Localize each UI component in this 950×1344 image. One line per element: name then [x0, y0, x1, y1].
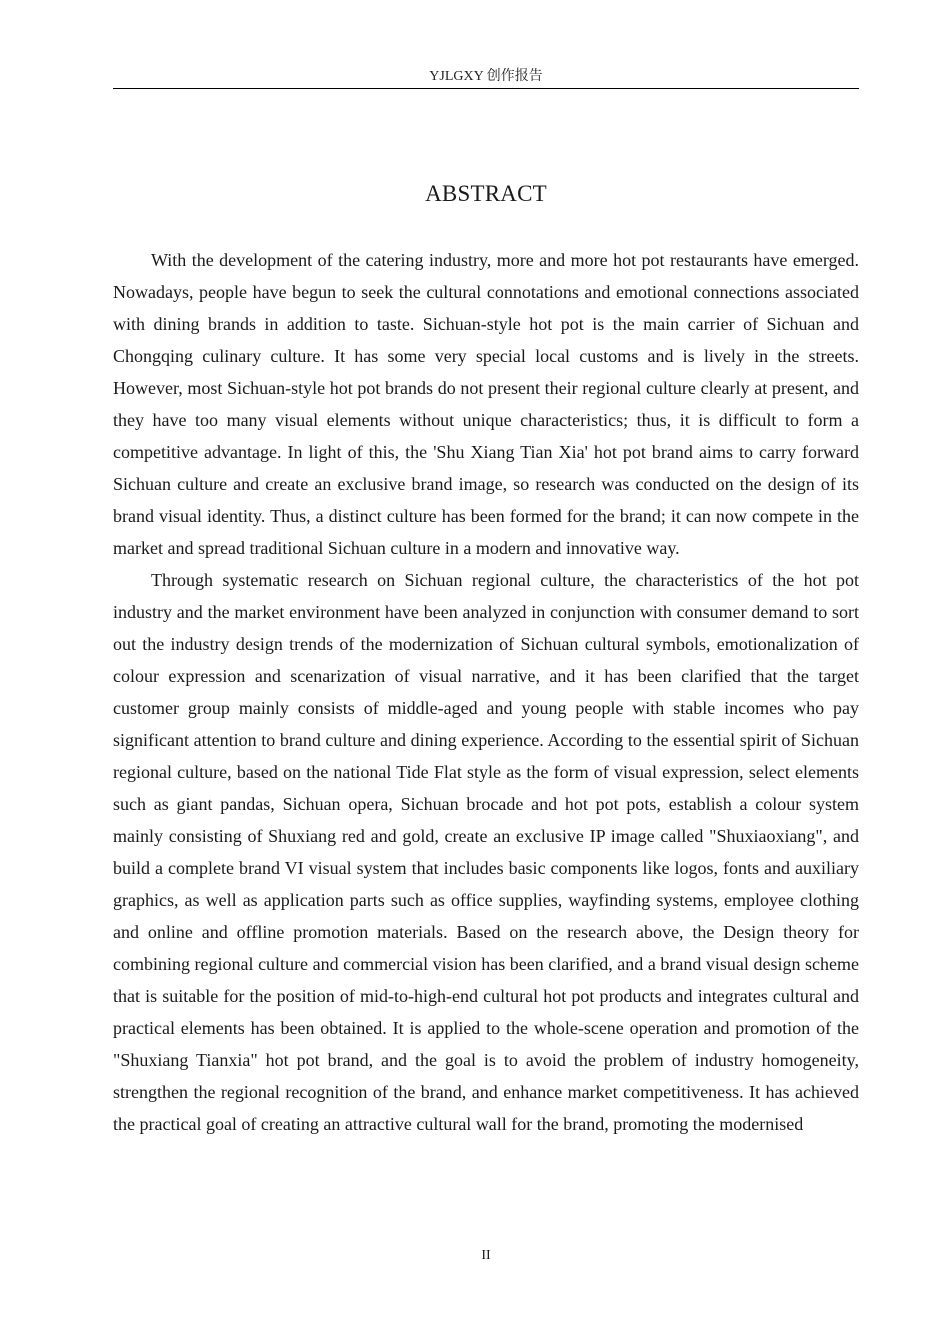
- abstract-title: ABSTRACT: [425, 181, 547, 206]
- abstract-paragraph-2: Through systematic research on Sichuan regional culture, the characteristics of the hot pot industry and the market environment have been analyzed in conjunction with consumer demand to sort out the industry design trends of the modernization of Sichuan cultural symbols, emotionalization of colour expression and scenarization of visual narrative, and it has been clarified that the target customer group mainly consists of middle-aged and young people with stable incomes who pay significant attention to brand culture and dining experience. According to the essential spirit of Sichuan regional culture, based on the national Tide Flat style as the form of visual expression, select elements such as giant pandas, Sichuan opera, Sichuan brocade and hot pot pots, establish a colour system mainly consisting of Shuxiang red and gold, create an exclusive IP image called "Shuxiaoxiang", and build a complete brand VI visual system that includes basic components like logos, fonts and auxiliary graphics, as well as application parts such as office supplies, wayfinding systems, employee clothing and online and offline promotion materials. Based on the research above, the Design theory for combining regional culture and commercial vision has been clarified, and a brand visual design scheme that is suitable for the position of mid-to-high-end cultural hot pot products and integrates cultural and practical elements has been obtained. It is applied to the whole-scene operation and promotion of the "Shuxiang Tianxia" hot pot brand, and the goal is to avoid the problem of industry homogeneity, strengthen the regional recognition of the brand, and enhance market competitiveness. It has achieved the practical goal of creating an attractive cultural wall for the brand, promoting the modernised: [113, 570, 859, 1134]
- page-number: II: [481, 1248, 491, 1263]
- running-header: YJLGXY 创作报告: [113, 68, 859, 89]
- abstract-paragraph-1: With the development of the catering industry, more and more hot pot restaurants have emerged. Nowadays, people have begun to seek the cultural connotations and emotional connections associated with dining brands in addition to taste. Sichuan-style hot pot is the main carrier of Sichuan and Chongqing culinary culture. It has some very special local customs and is lively in the streets. However, most Sichuan-style hot pot brands do not present their regional culture clearly at present, and they have too many visual elements without unique characteristics; thus, it is difficult to form a competitive advantage. In light of this, the 'Shu Xiang Tian Xia' hot pot brand aims to carry forward Sichuan culture and create an exclusive brand image, so research was conducted on the design of its brand visual identity. Thus, a distinct culture has been formed for the brand; it can now compete in the market and spread traditional Sichuan culture in a modern and innovative way.: [113, 250, 859, 558]
- abstract-body: [113, 244, 859, 1140]
